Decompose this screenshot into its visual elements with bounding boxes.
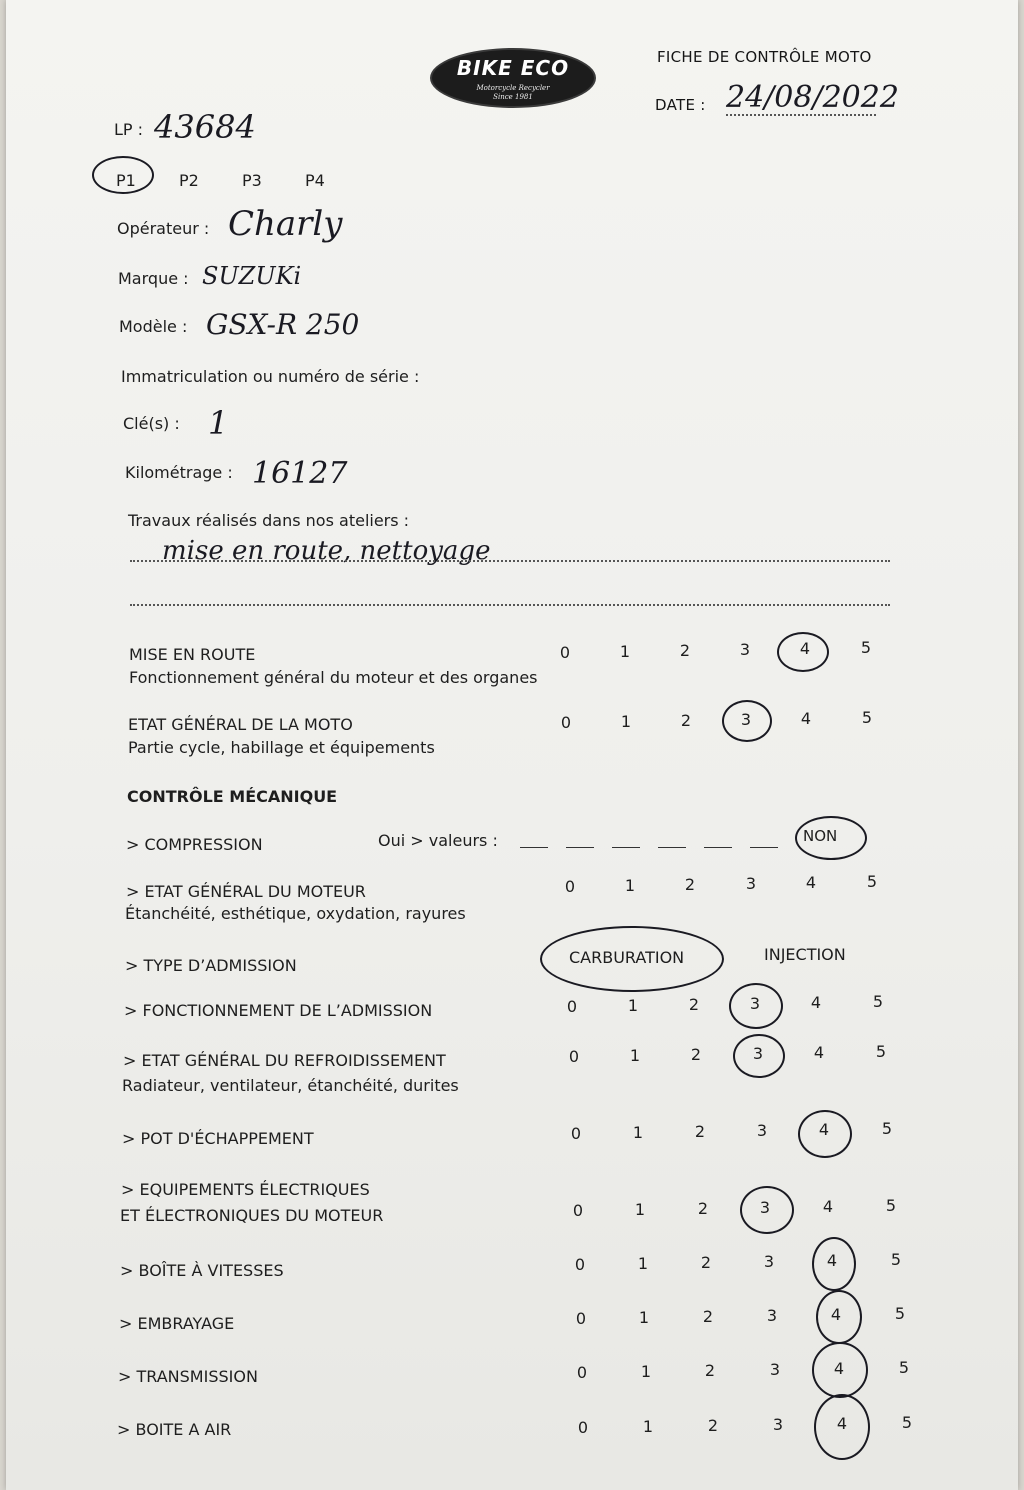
lp-label: LP : [114,120,144,139]
rating-4[interactable]: 4 [818,1120,830,1139]
compression-value-3[interactable] [612,847,640,848]
compression-value-4[interactable] [658,847,686,848]
rating-5[interactable]: 5 [898,1358,910,1377]
rating-5[interactable]: 5 [866,872,878,891]
model-label: Modèle : [119,317,188,336]
rating-3[interactable]: 3 [739,640,751,659]
rating-0[interactable]: 0 [568,1047,580,1066]
rating-4[interactable]: 4 [813,1043,825,1062]
rating-1[interactable]: 1 [627,996,639,1015]
rating-5[interactable]: 5 [881,1119,893,1138]
rating-3[interactable]: 3 [740,710,752,729]
works-value: mise en route, nettoyage [162,536,491,566]
rating-4[interactable]: 4 [826,1251,838,1270]
model-value: GSX-R 250 [206,308,360,341]
rating-1[interactable]: 1 [629,1046,641,1065]
rating-2[interactable]: 2 [702,1307,714,1326]
rating-2[interactable]: 2 [684,875,696,894]
rating-3[interactable]: 3 [766,1306,778,1325]
rating-5[interactable]: 5 [901,1413,913,1432]
brand-label: Marque : [118,269,189,288]
rating-5[interactable]: 5 [872,992,884,1011]
rating-1[interactable]: 1 [632,1123,644,1142]
etat-moteur-subtitle: Étanchéité, esthétique, oxydation, rayures [125,904,466,923]
date-value: 24/08/2022 [726,80,899,115]
rating-2[interactable]: 2 [694,1122,706,1141]
compression-label: > COMPRESSION [126,835,263,854]
rating-5[interactable]: 5 [890,1250,902,1269]
form-title: FICHE DE CONTRÔLE MOTO [657,48,872,66]
rating-5[interactable]: 5 [861,708,873,727]
rating-1[interactable]: 1 [638,1308,650,1327]
pot-label: > POT D'ÉCHAPPEMENT [122,1129,314,1148]
admission-carburation-option[interactable]: CARBURATION [569,948,685,967]
refroidissement-subtitle: Radiateur, ventilateur, étanchéité, durites [122,1076,459,1095]
rating-3[interactable]: 3 [759,1198,771,1217]
compression-no-option[interactable]: NON [803,827,838,845]
selected-circle-mark [795,816,867,860]
priority-p1[interactable]: P1 [116,171,136,190]
rating-1[interactable]: 1 [637,1254,649,1273]
selected-circle-mark [729,983,783,1029]
works-line-1 [130,560,890,562]
operator-label: Opérateur : [117,219,210,238]
rating-2[interactable]: 2 [679,641,691,660]
etat-moto-title: ETAT GÉNÉRAL DE LA MOTO [128,715,353,734]
priority-p3[interactable]: P3 [242,171,262,190]
selected-circle-mark [540,926,724,992]
rating-2[interactable]: 2 [707,1416,719,1435]
rating-4[interactable]: 4 [822,1197,834,1216]
bike-eco-logo [430,48,596,108]
control-sheet [6,0,1018,1490]
fonctionnement-admission-label: > FONCTIONNEMENT DE L’ADMISSION [124,1001,433,1020]
rating-0[interactable]: 0 [559,643,571,662]
mileage-label: Kilométrage : [125,463,233,482]
rating-0[interactable]: 0 [574,1255,586,1274]
selected-circle-mark [733,1034,785,1078]
boite-air-label: > BOITE A AIR [117,1420,232,1439]
mise-en-route-title: MISE EN ROUTE [129,645,256,664]
rating-4[interactable]: 4 [799,639,811,658]
embrayage-label: > EMBRAYAGE [119,1314,235,1333]
rating-3[interactable]: 3 [763,1252,775,1271]
rating-1[interactable]: 1 [642,1417,654,1436]
selected-circle-mark [722,700,772,742]
etat-moto-subtitle: Partie cycle, habillage et équipements [128,738,435,757]
selected-circle-mark [812,1342,868,1398]
priority-p2[interactable]: P2 [179,171,199,190]
priority-p4[interactable]: P4 [305,171,325,190]
lp-value: 43684 [154,108,256,146]
rating-5[interactable]: 5 [885,1196,897,1215]
refroidissement-label: > ETAT GÉNÉRAL DU REFROIDISSEMENT [123,1051,446,1070]
rating-4[interactable]: 4 [836,1414,848,1433]
works-label: Travaux réalisés dans nos ateliers : [128,511,410,530]
rating-4[interactable]: 4 [800,709,812,728]
rating-2[interactable]: 2 [688,995,700,1014]
mileage-value: 16127 [252,456,348,491]
type-admission-label: > TYPE D’ADMISSION [125,956,297,975]
logo-since: Since 1981 [493,93,533,101]
keys-value: 1 [208,404,229,442]
date-dotted-line [726,114,876,116]
rating-0[interactable]: 0 [560,713,572,732]
logo-text: BIKE ECO [456,56,570,80]
rating-1[interactable]: 1 [620,712,632,731]
works-line-2 [130,604,890,606]
rating-3[interactable]: 3 [772,1415,784,1434]
mechanical-section-title: CONTRÔLE MÉCANIQUE [127,787,338,806]
rating-3[interactable]: 3 [749,994,761,1013]
selected-circle-mark [814,1394,870,1460]
rating-5[interactable]: 5 [875,1042,887,1061]
compression-value-6[interactable] [750,847,778,848]
selected-circle-mark [740,1186,794,1234]
rating-2[interactable]: 2 [690,1045,702,1064]
rating-2[interactable]: 2 [680,711,692,730]
date-label: DATE : [655,96,706,114]
electriques-label: > EQUIPEMENTS ÉLECTRIQUES [121,1180,370,1199]
operator-value: Charly [228,204,343,244]
rating-0[interactable]: 0 [570,1124,582,1143]
rating-0[interactable]: 0 [577,1418,589,1437]
rating-3[interactable]: 3 [752,1044,764,1063]
rating-0[interactable]: 0 [575,1309,587,1328]
rating-0[interactable]: 0 [566,997,578,1016]
etat-moteur-label: > ETAT GÉNÉRAL DU MOTEUR [126,882,366,901]
rating-1[interactable]: 1 [640,1362,652,1381]
rating-4[interactable]: 4 [810,993,822,1012]
compression-value-1[interactable] [520,847,548,848]
rating-4[interactable]: 4 [833,1359,845,1378]
boite-vitesses-label: > BOÎTE À VITESSES [120,1261,284,1280]
rating-3[interactable]: 3 [756,1121,768,1140]
rating-5[interactable]: 5 [894,1304,906,1323]
rating-1[interactable]: 1 [624,876,636,895]
compression-yes-label: Oui > valeurs : [378,831,498,850]
rating-1[interactable]: 1 [634,1200,646,1219]
rating-2[interactable]: 2 [700,1253,712,1272]
rating-0[interactable]: 0 [572,1201,584,1220]
rating-2[interactable]: 2 [697,1199,709,1218]
electriques-label-2: ET ÉLECTRONIQUES DU MOTEUR [120,1206,384,1225]
rating-4[interactable]: 4 [830,1305,842,1324]
selected-circle-mark [812,1237,856,1291]
compression-value-2[interactable] [566,847,594,848]
rating-3[interactable]: 3 [745,874,757,893]
rating-0[interactable]: 0 [576,1363,588,1382]
rating-5[interactable]: 5 [860,638,872,657]
rating-2[interactable]: 2 [704,1361,716,1380]
brand-value: SUZUKi [202,262,302,290]
rating-0[interactable]: 0 [564,877,576,896]
registration-label: Immatriculation ou numéro de série : [121,367,420,386]
selected-circle-mark [798,1110,852,1158]
selected-circle-mark [777,632,829,672]
rating-4[interactable]: 4 [805,873,817,892]
compression-value-5[interactable] [704,847,732,848]
logo-tagline: Motorcycle Recycler [476,84,550,92]
rating-3[interactable]: 3 [769,1360,781,1379]
admission-injection-option[interactable]: INJECTION [764,945,846,964]
selected-circle-mark [816,1290,862,1344]
mise-en-route-subtitle: Fonctionnement général du moteur et des organes [129,668,538,687]
transmission-label: > TRANSMISSION [118,1367,258,1386]
keys-label: Clé(s) : [123,414,180,433]
rating-1[interactable]: 1 [619,642,631,661]
